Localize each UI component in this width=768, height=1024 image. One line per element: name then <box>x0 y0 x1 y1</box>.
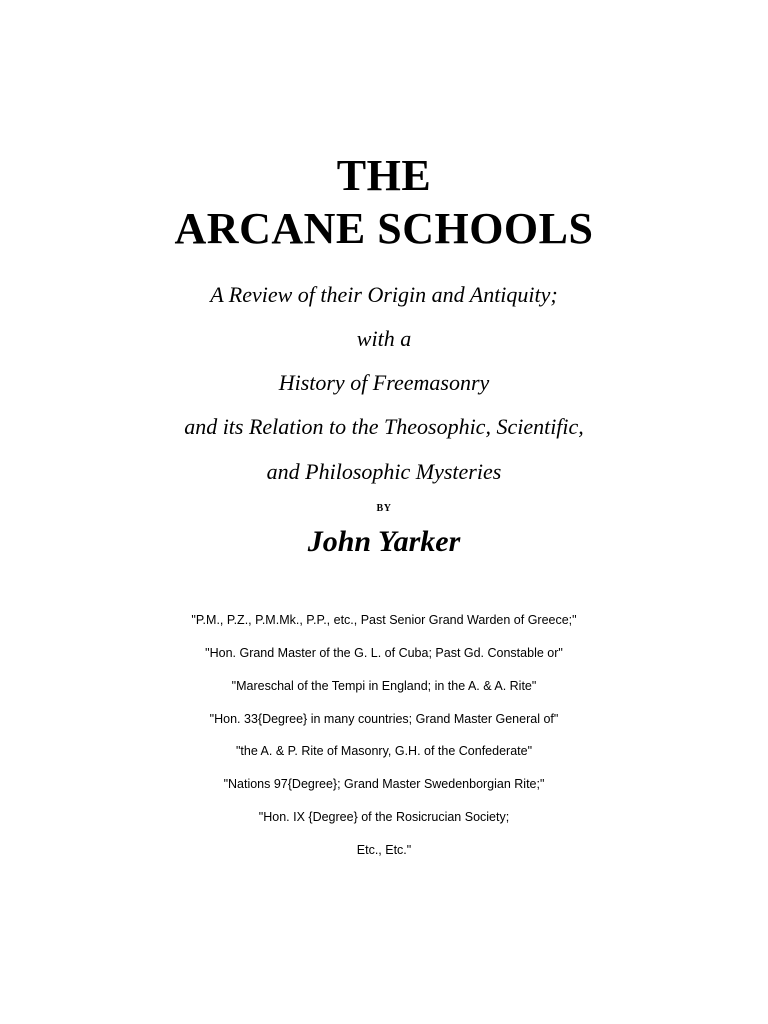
subtitle-line-1: A Review of their Origin and Antiquity; <box>210 282 558 307</box>
credential-line-3: "Mareschal of the Tempi in England; in the A. & A. Rite" <box>231 679 537 693</box>
title-line-1: THE <box>336 151 432 200</box>
subtitle-line-3: History of Freemasonry <box>278 370 490 395</box>
credential-line-4: "Hon. 33{Degree} in many countries; Grand Master General of" <box>209 712 559 726</box>
credential-line-2: "Hon. Grand Master of the G. L. of Cuba; Past Gd. Constable or" <box>205 646 563 660</box>
title-line-2: ARCANE SCHOOLS <box>174 204 594 253</box>
credential-line-7: "Hon. IX {Degree} of the Rosicrucian Society; <box>258 810 510 824</box>
credential-line-8: Etc., Etc." <box>356 843 412 857</box>
subtitle-line-4: and its Relation to the Theosophic, Scientific, <box>184 414 584 439</box>
author-name: John Yarker <box>307 525 461 558</box>
credential-line-6: "Nations 97{Degree}; Grand Master Swedenborgian Rite;" <box>223 777 545 791</box>
subtitle-line-2: with a <box>356 326 412 351</box>
subtitle-line-5: and Philosophic Mysteries <box>266 459 502 484</box>
by-label: BY <box>376 503 392 514</box>
credential-line-5: "the A. & P. Rite of Masonry, G.H. of the Confederate" <box>235 744 533 758</box>
credential-line-1: "P.M., P.Z., P.M.Mk., P.P., etc., Past Senior Grand Warden of Greece;" <box>191 613 577 627</box>
